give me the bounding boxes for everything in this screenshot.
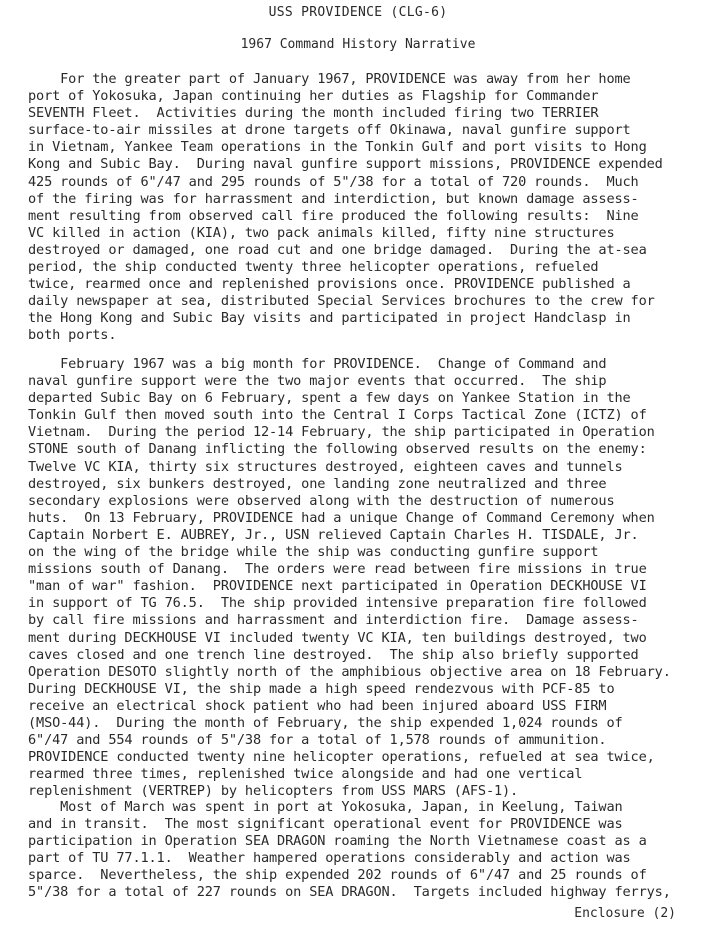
text-line: rearmed three times, replenished twice alongside and had one vertical [28, 766, 583, 783]
text-line: period, the ship conducted twenty three helicopter operations, refueled [28, 259, 599, 276]
text-line: caves closed and one trench line destroyed. The ship also briefly supported [28, 646, 639, 663]
text-line: Most of March was spent in port at Yokosuka, Japan, in Keelung, Taiwan [28, 799, 623, 815]
text-line: Captain Norbert E. AUBREY, Jr., USN relieved Captain Charles H. TISDALE, Jr. [28, 526, 639, 543]
text-line: surface-to-air missiles at drone targets off Okinawa, naval gunfire support [28, 122, 631, 139]
text-line: During DECKHOUSE VI, the ship made a high speed rendezvous with PCF-85 to [28, 680, 615, 697]
text-line: twice, rearmed once and replenished provisions once. PROVIDENCE published a [28, 276, 631, 293]
text-line: STONE south of Danang inflicting the following observed results on the enemy: [28, 441, 647, 458]
text-line: 5"/38 for a total of 227 rounds on SEA DRAGON. Targets included highway ferrys, [28, 884, 671, 901]
document-title: USS PROVIDENCE (CLG-6) [268, 5, 448, 20]
text-line: in Vietnam, Yankee Team operations in the Tonkin Gulf and port visits to Hong [28, 139, 647, 156]
text-line: Twelve VC KIA, thirty six structures destroyed, eighteen caves and tunnels [28, 458, 623, 475]
text-line: destroyed, six bunkers destroyed, one landing zone neutralized and three [28, 475, 607, 492]
text-line: in support of TG 76.5. The ship provided intensive preparation fire followed [28, 595, 647, 612]
text-line: missions south of Danang. The orders were read between fire missions in true [28, 561, 647, 578]
text-line: Tonkin Gulf then moved south into the Central I Corps Tactical Zone (ICTZ) of [28, 407, 647, 424]
text-line: PROVIDENCE conducted twenty nine helicopter operations, refueled at sea twice, [28, 749, 655, 766]
text-line: Operation DESOTO slightly north of the amphibious objective area on 18 February. [28, 663, 671, 680]
text-line: departed Subic Bay on 6 February, spent a few days on Yankee Station in the [28, 390, 631, 407]
text-line: sparce. Nevertheless, the ship expended 202 rounds of 6"/47 and 25 rounds of [28, 867, 647, 884]
text-line: receive an electrical shock patient who had been injured aboard USS FIRM [28, 697, 607, 714]
text-line: VC killed in action (KIA), two pack animals killed, fifty nine structures [28, 224, 615, 241]
text-line: For the greater part of January 1967, PROVIDENCE was away from her home [28, 71, 631, 87]
document-subtitle: 1967 Command History Narrative [240, 37, 476, 52]
text-line: 425 rounds of 6"/47 and 295 rounds of 5"/38 for a total of 720 rounds. Much [28, 173, 639, 190]
text-line: of the firing was for harrassment and interdiction, but known damage assess- [28, 190, 639, 207]
text-line: the Hong Kong and Subic Bay visits and participated in project Handclasp in [28, 310, 631, 327]
text-line: daily newspaper at sea, distributed Special Services brochures to the crew for [28, 293, 655, 310]
text-line: SEVENTH Fleet. Activities during the month included firing two TERRIER [28, 105, 599, 122]
text-line: Kong and Subic Bay. During naval gunfire support missions, PROVIDENCE expended [28, 156, 663, 173]
text-line: and in transit. The most significant operational event for PROVIDENCE was [28, 816, 623, 833]
text-line: huts. On 13 February, PROVIDENCE had a unique Change of Command Ceremony when [28, 509, 655, 526]
text-line: port of Yokosuka, Japan continuing her duties as Flagship for Commander [28, 88, 599, 105]
text-line: replenishment (VERTREP) by helicopters from USS MARS (AFS-1). [28, 783, 519, 800]
text-line: ment resulting from observed call fire produced the following results: Nine [28, 207, 639, 224]
text-line: ment during DECKHOUSE VI included twenty VC KIA, ten buildings destroyed, two [28, 629, 647, 646]
text-line: part of TU 77.1.1. Weather hampered operations considerably and action was [28, 850, 631, 867]
text-line: "man of war" fashion. PROVIDENCE next participated in Operation DECKHOUSE VI [28, 578, 647, 595]
paragraph-march [28, 799, 688, 902]
text-line: participation in Operation SEA DRAGON roaming the North Vietnamese coast as a [28, 833, 647, 850]
enclosure-label: Enclosure (2) [574, 906, 676, 921]
text-line: 6"/47 and 554 rounds of 5"/38 for a total of 1,578 rounds of ammunition. [28, 732, 607, 749]
text-line: destroyed or damaged, one road cut and one bridge damaged. During the at-sea [28, 241, 647, 258]
text-line: by call fire missions and harrassment and interdiction fire. Damage assess- [28, 612, 639, 629]
text-line: Vietnam. During the period 12-14 February, the ship participated in Operation [28, 424, 655, 441]
text-line: naval gunfire support were the two major events that occurred. The ship [28, 373, 607, 390]
text-line: February 1967 was a big month for PROVIDENCE. Change of Command and [28, 356, 607, 372]
paragraph-january [28, 71, 688, 345]
paragraph-february [28, 356, 688, 800]
text-line: both ports. [28, 327, 117, 344]
text-line: on the wing of the bridge while the ship was conducting gunfire support [28, 544, 599, 561]
text-line: secondary explosions were observed along with the destruction of numerous [28, 492, 615, 509]
text-line: (MSO-44). During the month of February, the ship expended 1,024 rounds of [28, 714, 623, 731]
